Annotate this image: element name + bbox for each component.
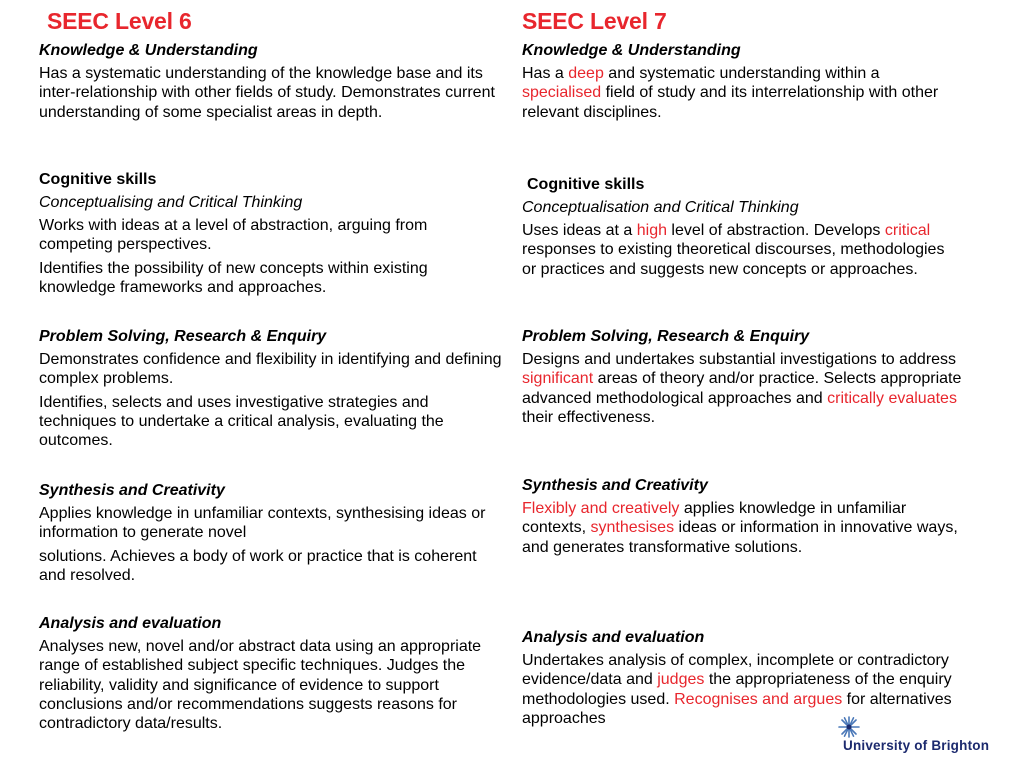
level6-cognitive-subheading: Conceptualising and Critical Thinking (39, 194, 303, 211)
level6-analysis-heading: Analysis and evaluation (39, 615, 222, 632)
level6-problem-text-1: Demonstrates confidence and flexibility in identifying and defining complex problems. (39, 351, 502, 388)
level6-knowledge-heading: Knowledge & Understanding (39, 42, 258, 59)
level6-synthesis-heading: Synthesis and Creativity (39, 482, 225, 499)
level7-analysis-text: Undertakes analysis of complex, incomplete or contradictory evidence/data and judges the appropriateness of the enquiry methodologies used. Recognises and argues for alternatives approaches (522, 652, 952, 727)
level7-knowledge-text: Has a deep and systematic understanding within a specialised field of study and its interrelationship with other relevant disciplines. (522, 65, 939, 121)
star-logo-icon (838, 716, 860, 738)
highlight-recognises-argues: Recognises and argues (674, 690, 843, 708)
level6-synthesis-text-2: solutions. Achieves a body of work or practice that is coherent and resolved. (39, 547, 477, 584)
university-logo-text: University of Brighton (843, 738, 990, 753)
level6-synthesis-section (39, 481, 504, 585)
level6-analysis-text: Analyses new, novel and/or abstract data using an appropriate range of established subject specific techniques. Judges the reliability, validity and significance of evidence to support conclusions and/or recommendations suggests reasons for contradictory data/results. (39, 638, 482, 733)
level6-cognitive-text-1: Works with ideas at a level of abstraction, arguing from competing perspectives. (39, 217, 428, 254)
level6-knowledge-section (39, 41, 504, 122)
level6-cognitive-section (39, 170, 504, 297)
level6-problem-text-2: Identifies, selects and uses investigative strategies and techniques to undertake a critical analysis, evaluating the outcomes. (39, 393, 444, 450)
highlight-flexibly-creatively: Flexibly and creatively (522, 500, 680, 517)
highlight-critically-evaluates: critically evaluates (827, 389, 957, 407)
level7-cognitive-subheading: Conceptualisation and Critical Thinking (522, 199, 799, 216)
level7-synthesis-section (522, 476, 962, 557)
level6-cognitive-heading: Cognitive skills (39, 171, 157, 188)
level7-problem-text: Designs and undertakes substantial investigations to address significant areas of theory and/or practice. Selects appropriate advanced methodological approaches and critically evaluates their effectiveness. (522, 351, 962, 426)
level7-title: SEEC Level 7 (522, 8, 667, 34)
highlight-critical: critical (884, 222, 931, 239)
level7-knowledge-heading: Knowledge & Understanding (522, 42, 741, 59)
level7-knowledge-section (522, 41, 962, 122)
level7-problem-heading: Problem Solving, Research & Enquiry (522, 328, 810, 345)
level6-analysis-section (39, 614, 504, 733)
level7-problem-section (522, 327, 962, 427)
level6-title: SEEC Level 6 (47, 8, 192, 34)
highlight-significant: significant (522, 370, 594, 388)
level7-analysis-heading: Analysis and evaluation (522, 629, 705, 646)
level6-knowledge-text: Has a systematic understanding of the knowledge base and its inter-relationship with other fields of study. Demonstrates current understanding of some specialist areas in depth. (39, 65, 495, 121)
level6-synthesis-text-1: Applies knowledge in unfamiliar contexts, synthesising ideas or information to generate novel (39, 505, 486, 542)
level7-cognitive-text: Uses ideas at a high level of abstraction. Develops critical responses to existing theoretical discourses, methodologies or practices and suggests new concepts or approaches. (522, 222, 945, 278)
university-logo (838, 716, 1018, 756)
highlight-high: high (636, 222, 667, 239)
level7-synthesis-text: Flexibly and creatively applies knowledge in unfamiliar contexts, synthesises ideas or information in innovative ways, and generates transformative solutions. (522, 500, 958, 556)
level7-cognitive-section (522, 175, 962, 279)
level6-cognitive-text-2: Identifies the possibility of new concepts within existing knowledge frameworks and approaches. (39, 259, 428, 296)
level7-synthesis-heading: Synthesis and Creativity (522, 477, 708, 494)
level7-cognitive-heading: Cognitive skills (527, 176, 645, 193)
highlight-deep: deep (568, 65, 604, 82)
highlight-judges: judges (657, 671, 705, 689)
level7-analysis-section (522, 628, 962, 728)
highlight-synthesises: synthesises (590, 519, 675, 537)
highlight-specialised: specialised (522, 84, 602, 102)
level6-problem-section (39, 327, 504, 450)
level6-problem-heading: Problem Solving, Research & Enquiry (39, 328, 327, 345)
